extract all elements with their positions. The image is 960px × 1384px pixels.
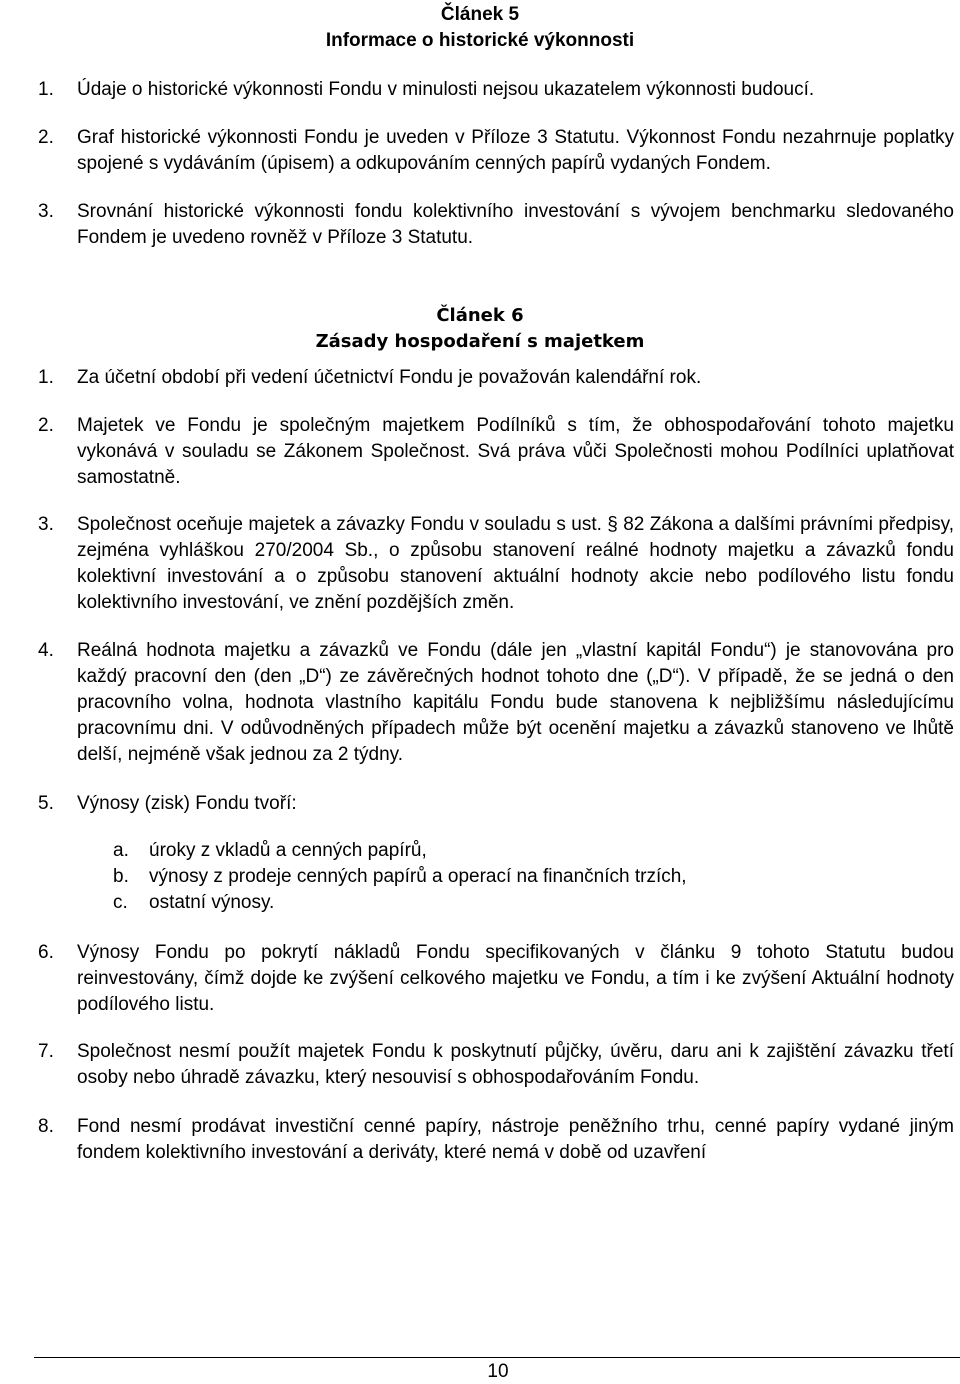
item-number: 3.: [38, 201, 54, 222]
article-5-item-2: [0, 125, 960, 177]
article-6-item-7: [0, 1039, 960, 1091]
article-5-item-1: [0, 77, 960, 103]
article-5-label: Článek 5: [440, 4, 520, 25]
article-5-heading: [0, 0, 960, 54]
article-6-item-3: [0, 512, 960, 616]
page-number: 10: [487, 1361, 509, 1382]
article-6-heading: [0, 303, 960, 355]
item-text: Společnost nesmí použít majetek Fondu k poskytnutí půjčky, úvěru, daru ani k zajištění závazku třetí osoby nebo úhradě závazku, který nesouvisí s obhospodařováním Fondu.: [77, 1041, 954, 1088]
item-number: 1.: [38, 367, 54, 388]
article-6-item-8: [0, 1114, 960, 1166]
item-number: 1.: [38, 79, 54, 100]
item-text: Srovnání historické výkonnosti fondu kolektivního investování s vývojem benchmarku sledovaného Fondem je uvedeno rovněž v Příloze 3 Statutu.: [77, 201, 954, 248]
item-text: Reálná hodnota majetku a závazků ve Fondu (dále jen „vlastní kapitál Fondu“) je stanovována pro každý pracovní den (den „D“) ze závěrečných hodnot tohoto dne („D“). V případě, že se jedná o den pracovního volna, hodnota vlastního kapitálu Fondu bude stanovena k nejbližšímu následujícímu pracovnímu dni. V odůvodněných případech může být ocenění majetku a závazků stanoveno ve lhůtě delší, nejméně však jednou za 2 týdny.: [77, 640, 954, 765]
item-number: 6.: [38, 942, 54, 963]
yields-list-item-c: [0, 890, 960, 916]
item-number: 4.: [38, 640, 54, 661]
list-text: ostatní výnosy.: [149, 892, 275, 913]
article-6-title: Zásady hospodaření s majetkem: [315, 331, 645, 352]
item-text: Za účetní období při vedení účetnictví Fondu je považován kalendářní rok.: [77, 367, 702, 388]
yields-list: [0, 838, 960, 916]
yields-list-item-b: [0, 864, 960, 890]
article-6-item-1: [0, 365, 960, 391]
article-6-item-5: [0, 791, 960, 817]
list-letter: c.: [113, 892, 128, 913]
list-text: výnosy z prodeje cenných papírů a operací na finančních trzích,: [149, 866, 687, 887]
item-text: Majetek ve Fondu je společným majetkem Podílníků s tím, že obhospodařování tohoto majetku vykonává v souladu se Zákonem Společnost. Svá práva vůči Společnosti mohou Podílníci uplatňovat samostatně.: [77, 415, 954, 488]
item-number: 3.: [38, 514, 54, 535]
footer-divider: [34, 1357, 960, 1358]
item-text: Graf historické výkonnosti Fondu je uveden v Příloze 3 Statutu. Výkonnost Fondu nezahrnuje poplatky spojené s vydáváním (úpisem) a odkupováním cenných papírů vydaných Fondem.: [77, 127, 954, 174]
article-6-item-2: [0, 413, 960, 491]
list-text: úroky z vkladů a cenných papírů,: [149, 840, 427, 861]
item-text: Výnosy Fondu po pokrytí nákladů Fondu specifikovaných v článku 9 tohoto Statutu budou reinvestovány, čímž dojde ke zvýšení celkového majetku ve Fondu, a tím i ke zvýšení Aktuální hodnoty podílového listu.: [77, 942, 954, 1015]
item-text: Fond nesmí prodávat investiční cenné papíry, nástroje peněžního trhu, cenné papíry vydané jiným fondem kolektivního investování a deriváty, které nemá v době od uzavření: [77, 1116, 954, 1163]
item-number: 5.: [38, 793, 54, 814]
item-number: 8.: [38, 1116, 54, 1137]
item-number: 2.: [38, 127, 54, 148]
article-5-title: Informace o historické výkonnosti: [325, 30, 635, 51]
yields-list-item-a: [0, 838, 960, 864]
article-6-item-6: [0, 940, 960, 1018]
item-text: Společnost oceňuje majetek a závazky Fondu v souladu s ust. § 82 Zákona a dalšími právními předpisy, zejména vyhláškou 270/2004 Sb., o způsobu stanovení reálné hodnoty majetku a závazků fondu kolektivní investování a o způsobu stanovení aktuální hodnoty akcie nebo podílového listu fondu kolektivního investování, ve znění pozdějších změn.: [77, 514, 954, 613]
article-6-item-4: [0, 638, 960, 768]
list-letter: a.: [113, 840, 129, 861]
list-letter: b.: [113, 866, 129, 887]
item-text: Výnosy (zisk) Fondu tvoří:: [77, 793, 297, 814]
item-number: 7.: [38, 1041, 54, 1062]
article-5-item-3: [0, 199, 960, 251]
item-number: 2.: [38, 415, 54, 436]
article-6-label: Článek 6: [436, 305, 524, 326]
item-text: Údaje o historické výkonnosti Fondu v minulosti nejsou ukazatelem výkonnosti budoucí.: [77, 79, 815, 100]
